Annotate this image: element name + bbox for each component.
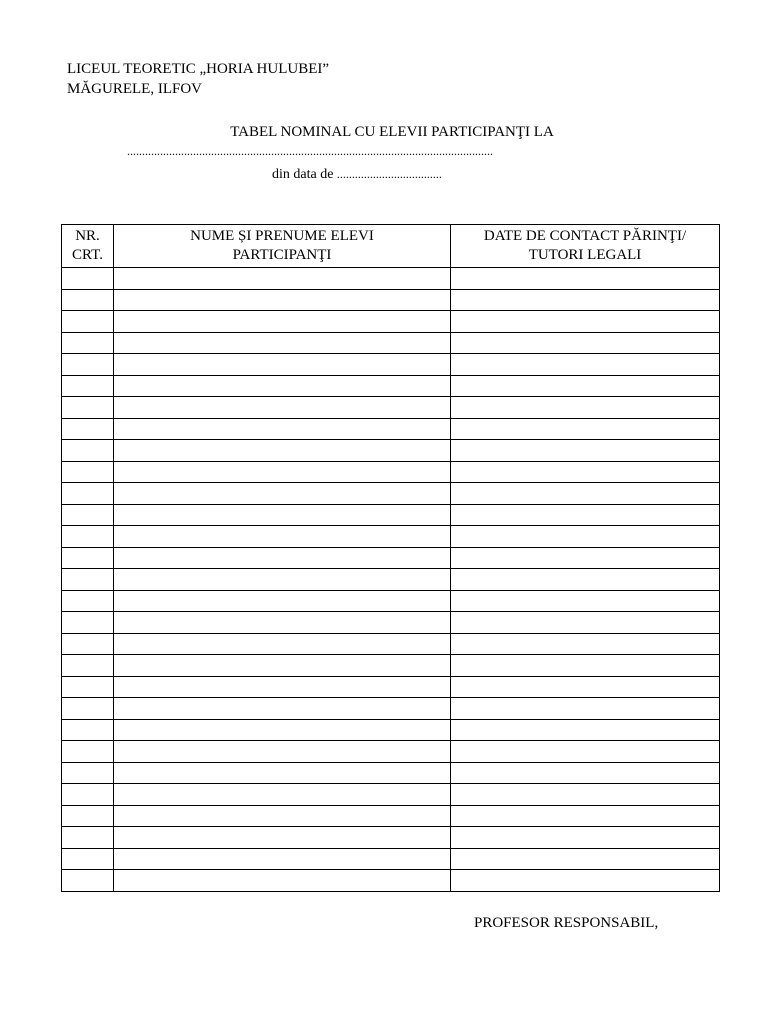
- cell-parent-contact[interactable]: [451, 569, 720, 591]
- cell-nr-crt[interactable]: [62, 332, 114, 354]
- cell-parent-contact[interactable]: [451, 311, 720, 333]
- cell-student-name[interactable]: [114, 526, 451, 548]
- header-parent-contact: DATE DE CONTACT PĂRINŢI/ TUTORI LEGALI: [451, 225, 720, 268]
- cell-student-name[interactable]: [114, 676, 451, 698]
- cell-nr-crt[interactable]: [62, 827, 114, 849]
- table-row: [62, 461, 720, 483]
- cell-nr-crt[interactable]: [62, 397, 114, 419]
- cell-student-name[interactable]: [114, 784, 451, 806]
- cell-student-name[interactable]: [114, 268, 451, 290]
- cell-parent-contact[interactable]: [451, 870, 720, 892]
- table-row: [62, 289, 720, 311]
- cell-parent-contact[interactable]: [451, 676, 720, 698]
- table-row: [62, 268, 720, 290]
- table-row: [62, 418, 720, 440]
- table-row: [62, 332, 720, 354]
- participants-table: [61, 224, 720, 892]
- cell-nr-crt[interactable]: [62, 870, 114, 892]
- cell-nr-crt[interactable]: [62, 461, 114, 483]
- cell-nr-crt[interactable]: [62, 719, 114, 741]
- cell-student-name[interactable]: [114, 719, 451, 741]
- table-row: [62, 547, 720, 569]
- table-row: [62, 848, 720, 870]
- cell-student-name[interactable]: [114, 397, 451, 419]
- cell-student-name[interactable]: [114, 741, 451, 763]
- header-nr-crt: NR. CRT.: [62, 225, 114, 268]
- cell-parent-contact[interactable]: [451, 547, 720, 569]
- cell-nr-crt[interactable]: [62, 569, 114, 591]
- cell-parent-contact[interactable]: [451, 268, 720, 290]
- table-row: [62, 655, 720, 677]
- cell-student-name[interactable]: [114, 354, 451, 376]
- cell-parent-contact[interactable]: [451, 698, 720, 720]
- cell-parent-contact[interactable]: [451, 848, 720, 870]
- cell-student-name[interactable]: [114, 848, 451, 870]
- date-label: din data de: [272, 167, 334, 182]
- table-header-row: [62, 225, 720, 268]
- cell-parent-contact[interactable]: [451, 655, 720, 677]
- cell-nr-crt[interactable]: [62, 655, 114, 677]
- cell-parent-contact[interactable]: [451, 633, 720, 655]
- table-body: [62, 268, 720, 892]
- cell-parent-contact[interactable]: [451, 741, 720, 763]
- cell-nr-crt[interactable]: [62, 526, 114, 548]
- cell-nr-crt[interactable]: [62, 612, 114, 634]
- cell-parent-contact[interactable]: [451, 719, 720, 741]
- cell-student-name[interactable]: [114, 332, 451, 354]
- table-row: [62, 483, 720, 505]
- cell-student-name[interactable]: [114, 483, 451, 505]
- cell-nr-crt[interactable]: [62, 741, 114, 763]
- table-row: [62, 805, 720, 827]
- cell-parent-contact[interactable]: [451, 784, 720, 806]
- cell-student-name[interactable]: [114, 547, 451, 569]
- table-row: [62, 504, 720, 526]
- table-row: [62, 870, 720, 892]
- cell-parent-contact[interactable]: [451, 805, 720, 827]
- cell-parent-contact[interactable]: [451, 762, 720, 784]
- date-blank: ...................................: [336, 167, 442, 181]
- signature-label: PROFESOR RESPONSABIL,: [474, 915, 659, 931]
- cell-student-name[interactable]: [114, 461, 451, 483]
- table-row: [62, 612, 720, 634]
- table-row: [62, 311, 720, 333]
- table-row: [62, 590, 720, 612]
- cell-nr-crt[interactable]: [62, 676, 114, 698]
- cell-parent-contact[interactable]: [451, 289, 720, 311]
- cell-parent-contact[interactable]: [451, 440, 720, 462]
- cell-parent-contact[interactable]: [451, 504, 720, 526]
- cell-nr-crt[interactable]: [62, 483, 114, 505]
- cell-nr-crt[interactable]: [62, 354, 114, 376]
- cell-nr-crt[interactable]: [62, 633, 114, 655]
- cell-student-name[interactable]: [114, 440, 451, 462]
- school-header: [67, 59, 329, 99]
- cell-parent-contact[interactable]: [451, 461, 720, 483]
- cell-parent-contact[interactable]: [451, 827, 720, 849]
- cell-student-name[interactable]: [114, 375, 451, 397]
- table-row: [62, 698, 720, 720]
- cell-parent-contact[interactable]: [451, 354, 720, 376]
- table-row: [62, 719, 720, 741]
- cell-student-name[interactable]: [114, 569, 451, 591]
- table-row: [62, 569, 720, 591]
- cell-student-name[interactable]: [114, 827, 451, 849]
- table-row: [62, 784, 720, 806]
- cell-student-name[interactable]: [114, 698, 451, 720]
- cell-student-name[interactable]: [114, 418, 451, 440]
- school-location: MĂGURELE, ILFOV: [67, 81, 202, 97]
- cell-student-name[interactable]: [114, 805, 451, 827]
- cell-nr-crt[interactable]: [62, 440, 114, 462]
- school-name: LICEUL TEORETIC „HORIA HULUBEI”: [67, 61, 330, 77]
- title-text: TABEL NOMINAL CU ELEVII PARTICIPANŢI LA: [230, 124, 554, 140]
- cell-parent-contact[interactable]: [451, 590, 720, 612]
- cell-parent-contact[interactable]: [451, 612, 720, 634]
- cell-student-name[interactable]: [114, 504, 451, 526]
- cell-nr-crt[interactable]: [62, 418, 114, 440]
- table-row: [62, 676, 720, 698]
- table-row: [62, 741, 720, 763]
- cell-student-name[interactable]: [114, 655, 451, 677]
- cell-nr-crt[interactable]: [62, 268, 114, 290]
- cell-student-name[interactable]: [114, 762, 451, 784]
- cell-nr-crt[interactable]: [62, 289, 114, 311]
- cell-nr-crt[interactable]: [62, 698, 114, 720]
- cell-student-name[interactable]: [114, 870, 451, 892]
- table-row: [62, 440, 720, 462]
- cell-parent-contact[interactable]: [451, 397, 720, 419]
- cell-nr-crt[interactable]: [62, 590, 114, 612]
- cell-parent-contact[interactable]: [451, 332, 720, 354]
- cell-student-name[interactable]: [114, 311, 451, 333]
- cell-parent-contact[interactable]: [451, 483, 720, 505]
- cell-parent-contact[interactable]: [451, 418, 720, 440]
- cell-nr-crt[interactable]: [62, 805, 114, 827]
- document-title: [0, 123, 768, 141]
- table-row: [62, 633, 720, 655]
- cell-student-name[interactable]: [114, 289, 451, 311]
- cell-nr-crt[interactable]: [62, 547, 114, 569]
- cell-nr-crt[interactable]: [62, 504, 114, 526]
- table-row: [62, 827, 720, 849]
- cell-parent-contact[interactable]: [451, 375, 720, 397]
- table-row: [62, 526, 720, 548]
- table-row: [62, 397, 720, 419]
- cell-parent-contact[interactable]: [451, 526, 720, 548]
- cell-nr-crt[interactable]: [62, 311, 114, 333]
- table-row: [62, 375, 720, 397]
- table-row: [62, 354, 720, 376]
- cell-student-name[interactable]: [114, 590, 451, 612]
- cell-student-name[interactable]: [114, 633, 451, 655]
- activity-blank-line: ..........................................................................................................................: [127, 144, 493, 158]
- date-line: [272, 165, 442, 184]
- cell-nr-crt[interactable]: [62, 762, 114, 784]
- cell-nr-crt[interactable]: [62, 848, 114, 870]
- cell-nr-crt[interactable]: [62, 784, 114, 806]
- cell-student-name[interactable]: [114, 612, 451, 634]
- header-student-name: NUME ȘI PRENUME ELEVI PARTICIPANŢI: [114, 225, 451, 268]
- table-row: [62, 762, 720, 784]
- cell-nr-crt[interactable]: [62, 375, 114, 397]
